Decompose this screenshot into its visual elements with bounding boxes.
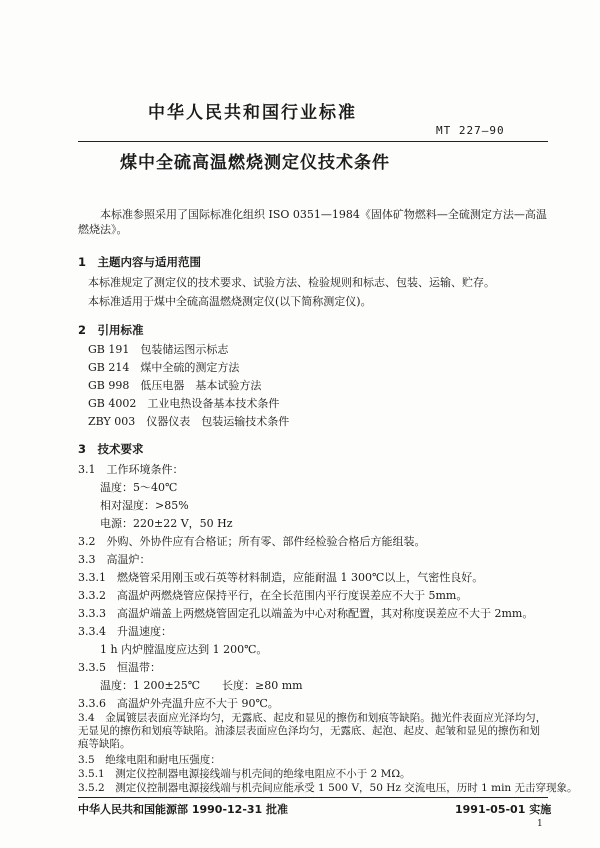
section-1-para-2: 本标准适用于煤中全硫高温燃烧测定仪(以下简称测定仪)。: [88, 295, 372, 308]
reference-item: ZBY 003 仪器仪表 包装运输技术条件: [88, 415, 290, 428]
clause-3-3-6: 3.3.6 高温炉外壳温升应不大于 90℃。: [78, 697, 279, 710]
reference-item: GB 191 包装储运图示标志: [88, 343, 229, 356]
section-1-para-1: 本标准规定了测定仪的技术要求、试验方法、检验规则和标志、包装、运输、贮存。: [88, 276, 495, 289]
standard-code: MT 227—90: [436, 124, 505, 137]
page-number: 1: [537, 819, 543, 829]
section-2-heading: 2 引用标准: [78, 323, 144, 337]
intro-paragraph: 本标准参照采用了国际标准化组织 ISO 0351—1984《固体矿物燃料—全硫测定方法—高温燃烧法》。: [78, 208, 547, 236]
reference-item: GB 998 低压电器 基本试验方法: [88, 379, 262, 392]
clause-3-3-4-text: 1 h 内炉膛温度应达到 1 200℃。: [100, 643, 268, 656]
approval-line: 中华人民共和国能源部 1990-12-31 批准: [78, 803, 289, 816]
reference-item: GB 214 煤中全硫的测定方法: [88, 361, 240, 374]
clause-3-1: 3.1 工作环境条件：: [78, 463, 184, 476]
clause-3-1-temperature: 温度：5～40℃: [100, 481, 178, 494]
clause-3-2: 3.2 外购、外协件应有合格证；所有零、部件经检验合格后方能组装。: [78, 535, 426, 548]
clause-3-4: 3.4 金属镀层表面应光泽均匀，无露底、起皮和显见的擦伤和划痕等缺陷。抛光件表面应光泽均匀，无显见的擦伤和划痕等缺陷。油漆层表面应色泽均匀，无露底、起泡、起皮、起皱和显见的擦伤和划痕等缺陷。: [78, 712, 547, 750]
clause-3-3-5: 3.3.5 恒温带：: [78, 661, 161, 674]
clause-3-3: 3.3 高温炉：: [78, 553, 151, 566]
standard-category-title: 中华人民共和国行业标准: [148, 103, 357, 123]
clause-3-5-1: 3.5.1 测定仪控制器电源接线端与机壳间的绝缘电阻应不小于 2 MΩ。: [78, 768, 411, 780]
implementation-date: 1991-05-01 实施: [455, 803, 552, 816]
clause-3-3-3: 3.3.3 高温炉端盖上两燃烧管固定孔以端盖为中心对称配置，其对称度误差应不大于 2mm。: [78, 607, 534, 620]
clause-3-3-2: 3.3.2 高温炉两燃烧管应保持平行，在全长范围内平行度误差应不大于 5mm。: [78, 589, 468, 602]
clause-3-3-4: 3.3.4 升温速度：: [78, 625, 172, 638]
clause-3-5: 3.5 绝缘电阻和耐电压强度：: [78, 754, 221, 766]
header-rule: [78, 141, 548, 142]
clause-3-3-5-text: 温度：1 200±25℃ 长度：≥80 mm: [100, 679, 303, 692]
reference-item: GB 4002 工业电热设备基本技术条件: [88, 397, 280, 410]
document-title: 煤中全硫高温燃烧测定仪技术条件: [120, 153, 390, 173]
section-3-heading: 3 技术要求: [78, 442, 144, 456]
clause-3-1-humidity: 相对湿度：>85%: [100, 499, 189, 512]
clause-3-5-2: 3.5.2 测定仪控制器电源接线端与机壳间应能承受 1 500 V，50 Hz 交流电压，历时 1 min 无击穿现象。: [78, 782, 578, 794]
clause-3-3-1: 3.3.1 燃烧管采用刚玉或石英等材料制造，应能耐温 1 300℃以上，气密性良好。: [78, 571, 484, 584]
clause-3-1-power: 电源：220±22 V，50 Hz: [100, 517, 233, 530]
section-1-heading: 1 主题内容与适用范围: [78, 255, 202, 269]
footer-rule: [78, 797, 548, 798]
